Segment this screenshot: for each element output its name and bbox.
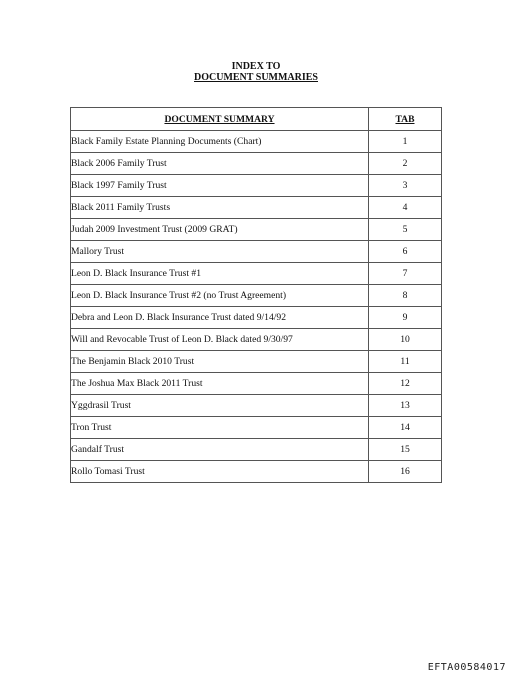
table-row [71,461,442,483]
row-tab: 6 [369,241,442,263]
row-tab: 2 [369,153,442,175]
row-summary: Black 2006 Family Trust [71,153,369,175]
row-tab: 16 [369,461,442,483]
row-tab: 13 [369,395,442,417]
table-row [71,417,442,439]
row-tab: 15 [369,439,442,461]
row-tab: 7 [369,263,442,285]
table-row [71,197,442,219]
table-row [71,329,442,351]
row-summary: Mallory Trust [71,241,369,263]
index-table [70,107,442,483]
table-row [71,285,442,307]
row-summary: Leon D. Black Insurance Trust #1 [71,263,369,285]
row-summary: The Joshua Max Black 2011 Trust [71,373,369,395]
table-row [71,439,442,461]
table-row [71,395,442,417]
table-row [71,263,442,285]
column-header-tab: TAB [369,108,442,131]
title-line-2: DOCUMENT SUMMARIES [194,72,318,83]
row-summary: Will and Revocable Trust of Leon D. Black dated 9/30/97 [71,329,369,351]
table-row [71,219,442,241]
row-summary: Judah 2009 Investment Trust (2009 GRAT) [71,219,369,241]
row-summary: Black Family Estate Planning Documents (Chart) [71,131,369,153]
document-title [0,61,512,83]
column-header-document-summary: DOCUMENT SUMMARY [71,108,369,131]
row-summary: Black 1997 Family Trust [71,175,369,197]
row-tab: 8 [369,285,442,307]
row-summary: Debra and Leon D. Black Insurance Trust dated 9/14/92 [71,307,369,329]
table-row [71,373,442,395]
row-tab: 11 [369,351,442,373]
row-summary: Leon D. Black Insurance Trust #2 (no Trust Agreement) [71,285,369,307]
table-row [71,307,442,329]
row-tab: 10 [369,329,442,351]
table-row [71,175,442,197]
table-row [71,351,442,373]
row-tab: 12 [369,373,442,395]
row-tab: 3 [369,175,442,197]
table-header-row [71,108,442,131]
row-summary: Rollo Tomasi Trust [71,461,369,483]
row-summary: Black 2011 Family Trusts [71,197,369,219]
row-tab: 1 [369,131,442,153]
row-tab: 9 [369,307,442,329]
row-tab: 14 [369,417,442,439]
table-row [71,131,442,153]
row-summary: Gandalf Trust [71,439,369,461]
row-summary: The Benjamin Black 2010 Trust [71,351,369,373]
row-summary: Tron Trust [71,417,369,439]
row-summary: Yggdrasil Trust [71,395,369,417]
document-id-footer: EFTA00584017 [427,662,506,673]
title-line-1: INDEX TO [231,61,281,72]
table-row [71,153,442,175]
row-tab: 5 [369,219,442,241]
table-row [71,241,442,263]
row-tab: 4 [369,197,442,219]
